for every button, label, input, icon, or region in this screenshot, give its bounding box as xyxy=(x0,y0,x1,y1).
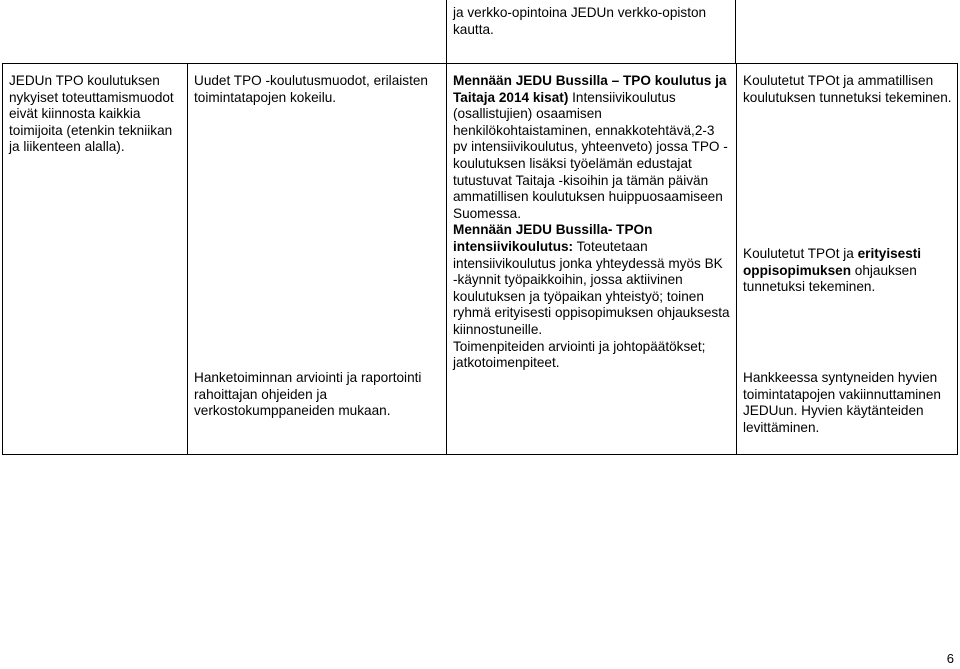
implementation-block-1 xyxy=(453,73,731,222)
cell-actions xyxy=(187,63,447,455)
cell-current-state xyxy=(2,63,188,455)
cell-results xyxy=(736,63,958,455)
results-para-2 xyxy=(743,246,952,296)
implementation-block-2-heading: Mennään JEDU Bussilla- TPOn intensiivikoulutus: xyxy=(453,222,653,254)
results-para-2-bold: erityisesti oppisopimuksen xyxy=(743,246,922,278)
results-para-2-end: ohjauksen tunnetuksi tekeminen. xyxy=(743,262,917,295)
implementation-block-1-text: Intensiivikoulutus (osallistujien) osaamisen henkilökohtaistaminen, ennakkotehtävä,2-3 pv intensiivikoulutus, yhteenveto) jossa TPO -koulutuksen lisäksi työelämän edustajat tutustuvat Taitaja -kisoihin ja tämän päivän ammatillisen koulutuksen huippuosaamiseen Suomessa. xyxy=(453,89,728,221)
results-para-2-start: Koulutetut TPOt ja xyxy=(743,246,858,261)
implementation-block-2 xyxy=(453,222,731,338)
page-number: 6 xyxy=(946,651,954,666)
cell-implementation xyxy=(446,63,737,455)
implementation-block-2-text: Toteutetaan intensiivikoulutus jonka yhteydessä myös BK -käynnit työpaikkoihin, jossa aktiivinen koulutuksen ja työpaikan yhteistyö; toinen ryhmä erityisesti oppisopimuksen ohjauksesta kiinnostuneille. xyxy=(453,238,730,337)
actions-para-1: Uudet TPO -koulutusmuodot, erilaisten toimintatapojen kokeilu. xyxy=(194,73,428,105)
results-para-1: Koulutetut TPOt ja ammatillisen koulutuksen tunnetuksi tekeminen. xyxy=(743,73,952,105)
implementation-block-1-heading: Mennään JEDU Bussilla – TPO koulutus ja Taitaja 2014 kisat) xyxy=(453,73,727,105)
top-cell xyxy=(446,0,736,64)
results-para-3: Hankkeessa syntyneiden hyvien toimintatapojen vakiinnuttaminen JEDUun. Hyvien käytänteiden levittäminen. xyxy=(743,370,941,435)
implementation-block-3: Toimenpiteiden arviointi ja johtopäätökset; jatkotoimenpiteet. xyxy=(453,338,706,371)
current-state-text: JEDUn TPO koulutuksen nykyiset toteuttamismuodot eivät kiinnosta kaikkia toimijoita (etenkin tekniikan ja liikenteen alalla). xyxy=(9,73,174,155)
top-cell-text: ja verkko-opintoina JEDUn verkko-opiston kautta. xyxy=(453,5,707,37)
actions-para-2: Hanketoiminnan arviointi ja raportointi rahoittajan ohjeiden ja verkostokumppaneiden mukaan. xyxy=(194,370,422,419)
